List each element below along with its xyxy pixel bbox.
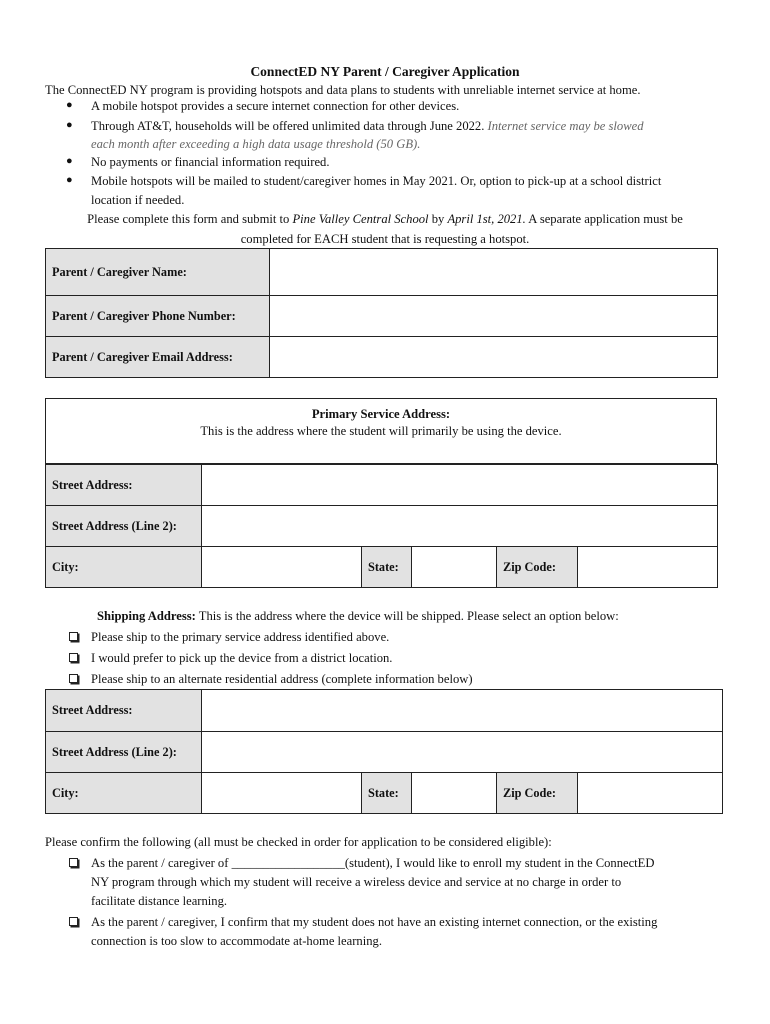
primary-street-field[interactable] [202,465,718,506]
confirm-enroll-text: As the parent / caregiver of __________________(student), I would like to enroll my student in the ConnectED [91,856,655,870]
instructions-part: A separate application must be [525,212,683,226]
shipping-label: Shipping Address: [97,609,196,623]
primary-street2-label: Street Address (Line 2): [46,506,202,547]
bullet-att-note-cont: each month after exceeding a high data usage threshold (50 GB). [91,137,421,151]
instructions-text-cont: completed for EACH student that is requesting a hotspot. [240,232,530,246]
primary-address-subheading: This is the address where the student will primarily be using the device. [200,424,562,438]
primary-city-field[interactable] [202,547,362,588]
deadline: April 1st, 2021. [447,212,526,226]
bullet-hotspot: A mobile hotspot provides a secure internet connection for other devices. [91,99,460,113]
bullet-icon: ● [66,155,73,167]
ship-primary-option: Please ship to the primary service address identified above. [91,630,390,644]
alt-street-field[interactable] [202,690,723,732]
primary-zip-label: Zip Code: [497,547,578,588]
primary-street2-field[interactable] [202,506,718,547]
confirm-enroll-text-cont: facilitate distance learning. [91,894,228,908]
bullet-att-note: Internet service may be slowed [487,119,644,133]
shipping-text: This is the address where the device will be shipped. Please select an option below: [195,609,619,623]
instructions-text [0,210,770,228]
alt-street2-field[interactable] [202,732,723,773]
parent-name-field[interactable] [270,249,718,296]
alt-street-label: Street Address: [46,690,202,732]
shipping-instructions [97,607,619,625]
parent-info-table [45,248,718,378]
bullet-no-payments: No payments or financial information required. [91,155,330,169]
confirm-no-internet-text: As the parent / caregiver, I confirm that my student does not have an existing internet connection, or the existing [91,915,658,929]
confirm-no-internet-text-cont: connection is too slow to accommodate at-home learning. [91,934,382,948]
bullet-att [91,117,644,135]
alt-street2-label: Street Address (Line 2): [46,732,202,773]
alt-city-field[interactable] [202,773,362,814]
confirm-no-internet-checkbox[interactable] [69,917,78,926]
bullet-icon: ● [66,119,73,131]
alt-state-field[interactable] [412,773,497,814]
ship-alternate-option: Please ship to an alternate residential address (complete information below) [91,672,473,686]
primary-state-label: State: [362,547,412,588]
parent-email-field[interactable] [270,337,718,378]
parent-phone-field[interactable] [270,296,718,337]
primary-address-table [45,464,718,588]
parent-name-label: Parent / Caregiver Name: [46,249,270,296]
primary-city-label: City: [46,547,202,588]
parent-email-label: Parent / Caregiver Email Address: [46,337,270,378]
alt-state-label: State: [362,773,412,814]
alt-city-label: City: [46,773,202,814]
primary-street-label: Street Address: [46,465,202,506]
confirm-enroll-text-cont: NY program through which my student will receive a wireless device and service at no charge in order to [91,875,622,889]
bullet-att-text: Through AT&T, households will be offered unlimited data through June 2022. [91,119,485,133]
pickup-option: I would prefer to pick up the device from a district location. [91,651,393,665]
bullet-icon: ● [66,174,73,186]
ship-alternate-checkbox[interactable] [69,674,78,683]
primary-zip-field[interactable] [578,547,718,588]
alternate-address-table [45,689,723,814]
ship-primary-checkbox[interactable] [69,632,78,641]
bullet-mailing-cont: location if needed. [91,193,185,207]
instructions-part: by [428,212,448,226]
bullet-mailing: Mobile hotspots will be mailed to student/caregiver homes in May 2021. Or, option to pick-up at a school district [91,174,662,188]
primary-address-heading: Primary Service Address: [311,407,451,421]
confirm-intro: Please confirm the following (all must be checked in order for application to be considered eligible): [45,835,552,849]
alt-zip-field[interactable] [578,773,723,814]
school-name: Pine Valley Central School [292,212,429,226]
pickup-checkbox[interactable] [69,653,78,662]
primary-state-field[interactable] [412,547,497,588]
confirm-enroll-checkbox[interactable] [69,858,78,867]
page-title: ConnectED NY Parent / Caregiver Application [250,64,520,79]
alt-zip-label: Zip Code: [497,773,578,814]
parent-phone-label: Parent / Caregiver Phone Number: [46,296,270,337]
intro-text: The ConnectED NY program is providing hotspots and data plans to students with unreliable internet service at home. [45,83,641,97]
instructions-part: Please complete this form and submit to [87,212,293,226]
bullet-icon: ● [66,99,73,111]
primary-address-header [45,398,717,464]
